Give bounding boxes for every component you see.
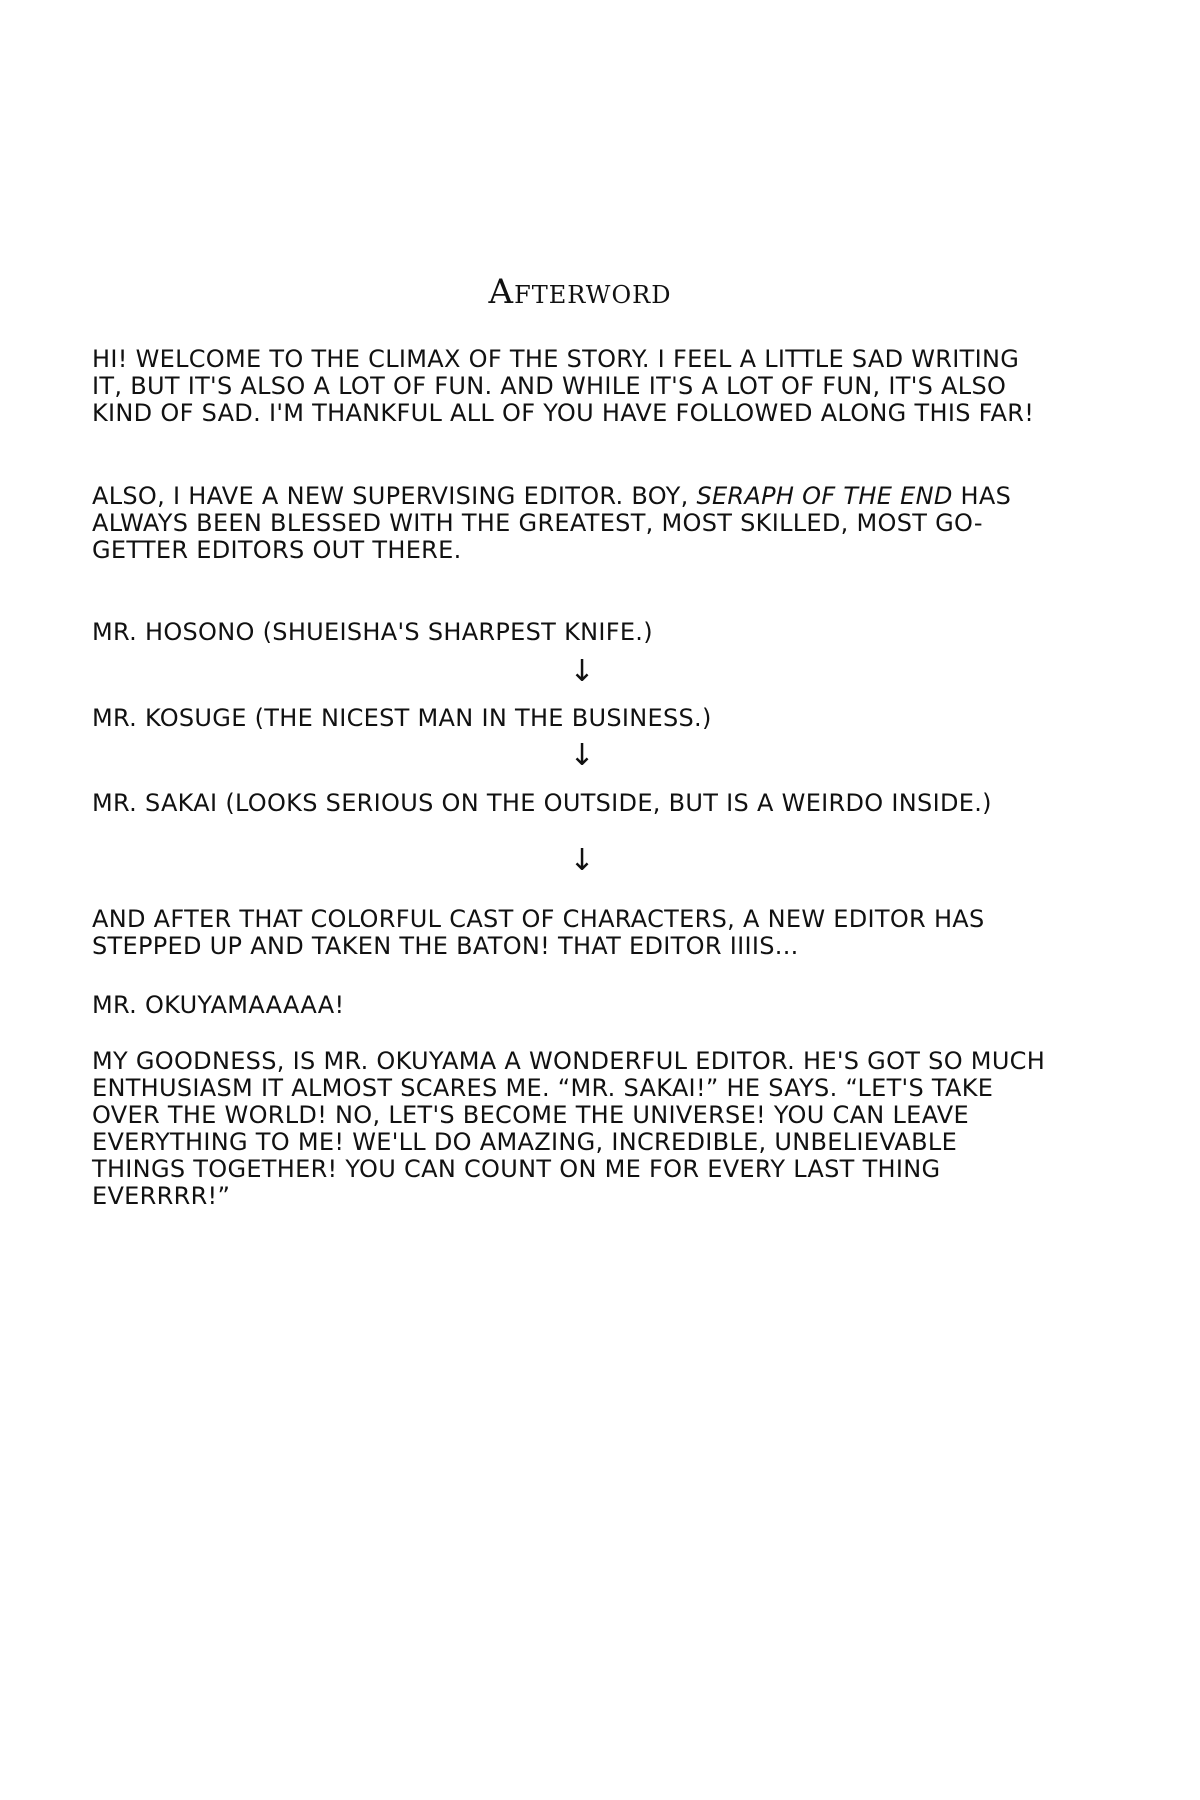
paragraph-new-editor: [92, 483, 1052, 564]
down-arrow-icon: ↓: [569, 654, 595, 689]
editor-kosuge: MR. KOSUGE (THE NICEST MAN IN THE BUSINESS.): [92, 704, 712, 732]
down-arrow-icon: ↓: [569, 843, 595, 878]
editor-hosono: MR. HOSONO (SHUEISHA'S SHARPEST KNIFE.): [92, 618, 653, 646]
series-title: SERAPH OF THE END: [696, 482, 953, 510]
down-arrow-icon: ↓: [569, 738, 595, 773]
paragraph-new-editor-intro: ALSO, I HAVE A NEW SUPERVISING EDITOR. BOY,: [92, 482, 697, 510]
page-title: Afterword: [488, 272, 672, 312]
paragraph-colorful-cast: AND AFTER THAT COLORFUL CAST OF CHARACTERS, A NEW EDITOR HAS STEPPED UP AND TAKEN THE BATON! THAT EDITOR IIIIS...: [92, 905, 985, 960]
editor-sakai: MR. SAKAI (LOOKS SERIOUS ON THE OUTSIDE, BUT IS A WEIRDO INSIDE.): [92, 789, 992, 817]
paragraph-new-editor-rest: HAS ALWAYS BEEN BLESSED WITH THE GREATEST, MOST SKILLED, MOST GO-GETTER EDITORS OUT THERE.: [92, 482, 1012, 564]
paragraph-welcome: HI! WELCOME TO THE CLIMAX OF THE STORY. I FEEL A LITTLE SAD WRITING IT, BUT IT'S ALSO A LOT OF FUN. AND WHILE IT'S A LOT OF FUN, IT'S ALSO KIND OF SAD. I'M THANKFUL ALL OF YOU HAVE FOLLOWED ALONG THIS FAR!: [92, 345, 1035, 427]
paragraph-okuyama-enthusiasm: MY GOODNESS, IS MR. OKUYAMA A WONDERFUL EDITOR. HE'S GOT SO MUCH ENTHUSIASM IT ALMOST SCARES ME. “MR. SAKAI!” HE SAYS. “LET'S TAKE OVER THE WORLD! NO, LET'S BECOME THE UNIVERSE! YOU CAN LEAVE EVERYTHING TO ME! WE'LL DO AMAZING, INCREDIBLE, UNBELIEVABLE THINGS TOGETHER! YOU CAN COUNT ON ME FOR EVERY LAST THING EVERRRR!”: [92, 1047, 1046, 1210]
editor-okuyama: MR. OKUYAMAAAAA!: [92, 991, 345, 1019]
